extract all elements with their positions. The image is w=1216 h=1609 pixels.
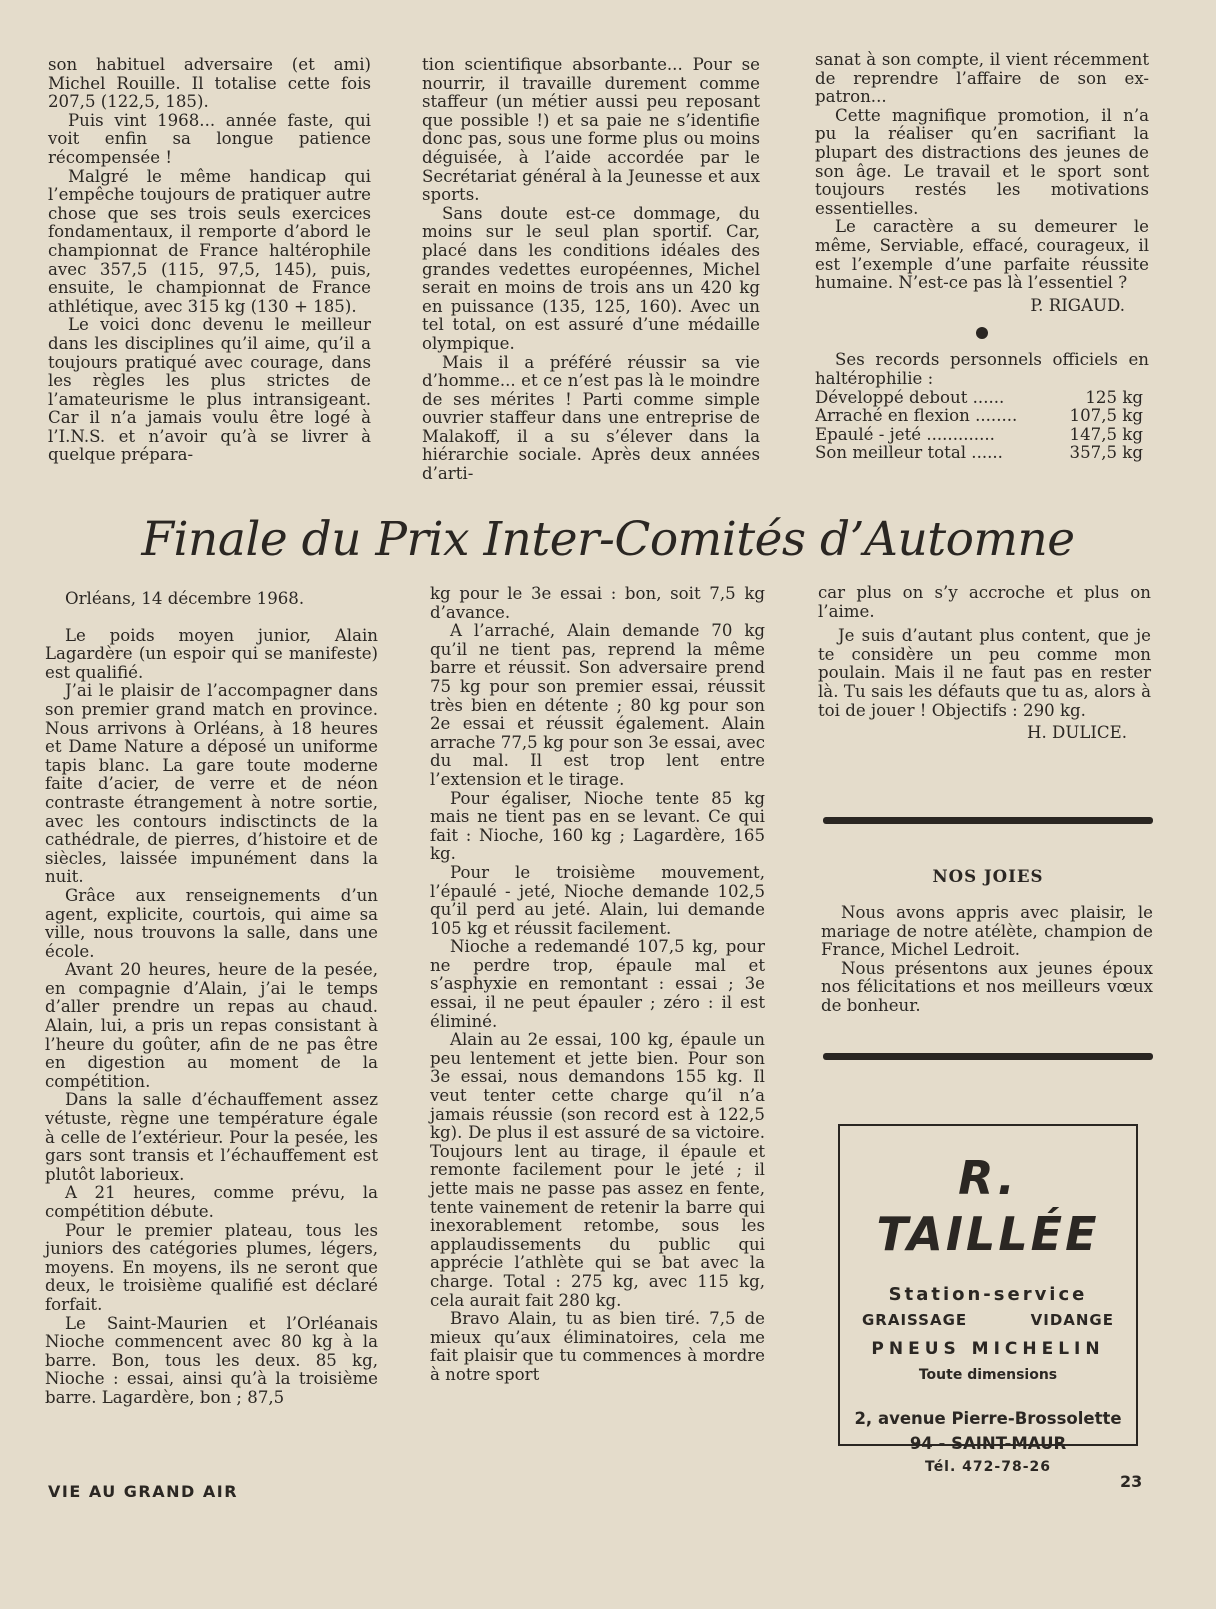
top-article-col-3 xyxy=(815,51,1149,463)
records-row xyxy=(815,426,1149,445)
record-value: 357,5 kg xyxy=(1069,443,1143,463)
page-number: 23 xyxy=(1120,1472,1143,1491)
paragraph: Je suis d’autant plus content, que je te considère un peu comme mon poulain. Mais il ne faut pas en rester là. Tu sais les défauts que tu as, alors à toi de jouer ! Objectifs : 290 kg. xyxy=(818,626,1151,720)
paragraph: Bravo Alain, tu as bien tiré. 7,5 de mieux qu’aux éliminatoires, cela me fait plaisir que tu commences à mordre à notre sport xyxy=(430,1309,765,1384)
paragraph: Sans doute est-ce dommage, du moins sur le seul plan sportif. Car, placé dans les conditions idéales des grandes vedettes européennes, Michel serait en moins de trois ans un 420 kg en puissance (135, 125, 160). Avec un tel total, on est assuré d’une médaille olympique. xyxy=(422,203,760,353)
record-label: Arraché en flexion ........ xyxy=(815,406,1018,426)
main-article-col-3 xyxy=(818,584,1151,743)
bullet-separator xyxy=(976,327,988,339)
paragraph: sanat à son compte, il vient récemment de reprendre l’affaire de son ex-patron... xyxy=(815,50,1149,107)
paragraph: Pour le troisième mouvement, l’épaulé - jeté, Nioche demande 102,5 qu’il perd au jeté. Alain, lui demande 105 kg et réussit facilement. xyxy=(430,862,765,938)
ad-dimensions: Toute dimensions xyxy=(918,1367,1058,1383)
paragraph: Nioche a redemandé 107,5 kg, pour ne perdre trop, épaule mal et s’asphyxie en remontant : essai ; 3e essai, il ne peut épauler ; zéro : il est éliminé. xyxy=(430,937,765,1031)
record-value: 107,5 kg xyxy=(1069,406,1143,426)
paragraph: kg pour le 3e essai : bon, soit 7,5 kg d’avance. xyxy=(430,584,765,622)
paragraph: Nous présentons aux jeunes époux nos félicitations et nos meilleurs vœux de bonheur. xyxy=(821,958,1153,1015)
paragraph: Pour égaliser, Nioche tente 85 kg mais ne tient pas en se levant. Ce qui fait : Nioche, 160 kg ; Lagardère, 165 kg. xyxy=(430,788,765,864)
ad-right: VIDANGE xyxy=(1030,1311,1114,1329)
records-row xyxy=(815,444,1149,463)
main-article-col-2 xyxy=(430,585,765,1385)
ad-tyres: PNEUS MICHELIN xyxy=(871,1339,1105,1359)
ad-left: GRAISSAGE xyxy=(862,1311,968,1329)
paragraph: Nous avons appris avec plaisir, le mariage de notre atélète, champion de France, Michel Ledroit. xyxy=(821,903,1153,960)
top-article-col-1 xyxy=(48,56,371,465)
paragraph: A 21 heures, comme prévu, la compétition débute. xyxy=(45,1183,378,1221)
paragraph: Dans la salle d’échauffement assez vétuste, règne une température égale à celle de l’extérieur. Pour la pesée, les gars sont transis et l’échauffement est plutôt laborieux. xyxy=(45,1090,378,1184)
paragraph: tion scientifique absorbante... Pour se nourrir, il travaille durement comme staffeur (un métier aussi peu reposant que possible !) et sa paie ne s’identifie donc pas, sous une forme plus ou moins déguisée, à l’aide accordée par le Secrétariat général à la Jeunesse et aux sports. xyxy=(422,55,760,205)
paragraph: A l’arraché, Alain demande 70 kg qu’il ne tient pas, reprend la même barre et réussit. Son adversaire prend 75 kg pour son premier essai, réussit très bien en détente ; 80 kg pour son 2e essai et réussit également. Alain arrache 77,5 kg pour son 3e essai, avec du mal. Il est trop lent entre l’extension et le tirage. xyxy=(430,621,765,789)
paragraph: Cette magnifique promotion, il n’a pu la réaliser qu’en sacrifiant la plupart des distractions des jeunes de son âge. Le travail et le sport sont toujours restés les motivations essentielles. xyxy=(815,105,1149,218)
paragraph: Mais il a préféré réussir sa vie d’homme... et ce n’est pas là le moindre de ses mérites ! Parti comme simple ouvrier staffeur dans une entreprise de Malakoff, il a su s’élever dans la hiérarchie sociale. Après deux années d’arti- xyxy=(422,352,760,484)
ad-service: Station-service xyxy=(888,1284,1088,1305)
record-label: Son meilleur total ...... xyxy=(815,443,1003,463)
dateline: Orléans, 14 décembre 1968. xyxy=(65,589,305,608)
ad-city: 94 - SAINT-MAUR xyxy=(909,1434,1067,1453)
records-table xyxy=(815,389,1149,463)
paragraph: Le poids moyen junior, Alain Lagardère (un espoir qui se manifeste) est qualifié. xyxy=(45,625,378,682)
paragraph: J’ai le plaisir de l’accompagner dans son premier grand match en province. Nous arrivons à Orléans, à 18 heures et Dame Nature a déposé un uniforme tapis blanc. La gare toute moderne faite d’acier, de verre et de néon contraste étrangement à notre sortie, avec les contours indisctincts de la cathédrale, de pierres, d’histoire et de siècles, laissée impunément dans la nuit. xyxy=(45,681,378,887)
author-signature: P. RIGAUD. xyxy=(1030,295,1125,315)
record-label: Epaulé - jeté ............. xyxy=(815,424,995,444)
author-signature: H. DULICE. xyxy=(1027,723,1127,743)
main-article-col-1 xyxy=(45,590,378,1408)
ad-company-name: R. TAILLÉE xyxy=(876,1151,1100,1261)
joies-text xyxy=(821,904,1153,1016)
ad-phone: Tél. 472-78-26 xyxy=(925,1459,1051,1475)
paragraph: Alain au 2e essai, 100 kg, épaule un peu lentement et jette bien. Pour son 3e essai, nous demandons 155 kg. Il veut tenter cette charge qu’il n’a jamais réussie (son record est à 122,5 kg). De plus il est assuré de sa victoire. Toujours lent au tirage, il épaule et remonte facilement pour le jeté ; il jette mais ne passe pas assez en fente, tente vainement de retenir la barre qui inexorablement retombe, sous les applaudissements du public qui apprécie l’athlète qui se bat avec la charge. Total : 275 kg, avec 115 kg, cela aurait fait 280 kg. xyxy=(430,1030,765,1310)
joies-heading: NOS JOIES xyxy=(932,866,1044,886)
ad-address: 2, avenue Pierre-Brossolette xyxy=(854,1409,1122,1428)
paragraph: Malgré le même handicap qui l’empêche toujours de pratiquer autre chose que ses trois seuls exercices fondamentaux, il remporte d’abord le championnat de France haltérophile avec 357,5 (115, 97,5, 145), puis, ensuite, le championnat de France athlétique, avec 315 kg (130 + 185). xyxy=(48,166,371,316)
records-row xyxy=(815,407,1149,426)
paragraph: Grâce aux renseignements d’un agent, explicite, courtois, qui aime sa ville, nous trouvons la salle, dans une école. xyxy=(45,885,378,961)
separator-rule xyxy=(823,1053,1153,1060)
paragraph: Avant 20 heures, heure de la pesée, en compagnie d’Alain, j’ai le temps d’aller prendre un repas au chaud. Alain, lui, a pris un repas consistant à l’heure du goûter, afin de ne pas être en digestion au moment de la compétition. xyxy=(45,960,378,1091)
record-value: 125 kg xyxy=(1085,387,1143,407)
paragraph: Puis vint 1968... année faste, qui voit enfin sa longue patience récompensée ! xyxy=(48,110,371,167)
paragraph: Le caractère a su demeurer le même, Serviable, effacé, courageux, il est l’exemple d’une parfaite réussite humaine. N’est-ce pas là l’essentiel ? xyxy=(815,217,1149,293)
paragraph: car plus on s’y accroche et plus on l’aime. xyxy=(818,583,1151,621)
record-label: Développé debout ...... xyxy=(815,387,1005,407)
records-row xyxy=(815,389,1149,408)
article-headline: Finale du Prix Inter-Comités d’Automne xyxy=(141,512,1075,567)
records-intro: Ses records personnels officiels en haltérophilie : xyxy=(815,350,1149,388)
top-article-col-2 xyxy=(422,56,760,484)
record-value: 147,5 kg xyxy=(1069,424,1143,444)
separator-rule xyxy=(823,817,1153,824)
paragraph: son habituel adversaire (et ami) Michel Rouille. Il totalise cette fois 207,5 (122,5, 185). xyxy=(48,55,371,112)
paragraph: Pour le premier plateau, tous les juniors des catégories plumes, légers, moyens. En moyens, ils ne seront que deux, le troisième qualifié est déclaré forfait. xyxy=(45,1220,378,1314)
paragraph: Le voici donc devenu le meilleur dans les disciplines qu’il aime, qu’il a toujours pratiqué avec courage, dans les règles les plus strictes de l’amateurisme le plus intransigeant. Car il n’a jamais voulu être logé à l’I.N.S. et n’avoir qu’à se livrer à quelque prépara- xyxy=(48,315,371,465)
magazine-name: VIE AU GRAND AIR xyxy=(48,1482,239,1501)
ad-services-row xyxy=(840,1311,1136,1329)
advertisement-box xyxy=(838,1124,1138,1475)
paragraph: Le Saint-Maurien et l’Orléanais Nioche commencent avec 80 kg à la barre. Bon, tous les deux. 85 kg, Nioche : essai, ainsi qu’à la troisième barre. Lagardère, bon ; 87,5 xyxy=(45,1313,378,1407)
